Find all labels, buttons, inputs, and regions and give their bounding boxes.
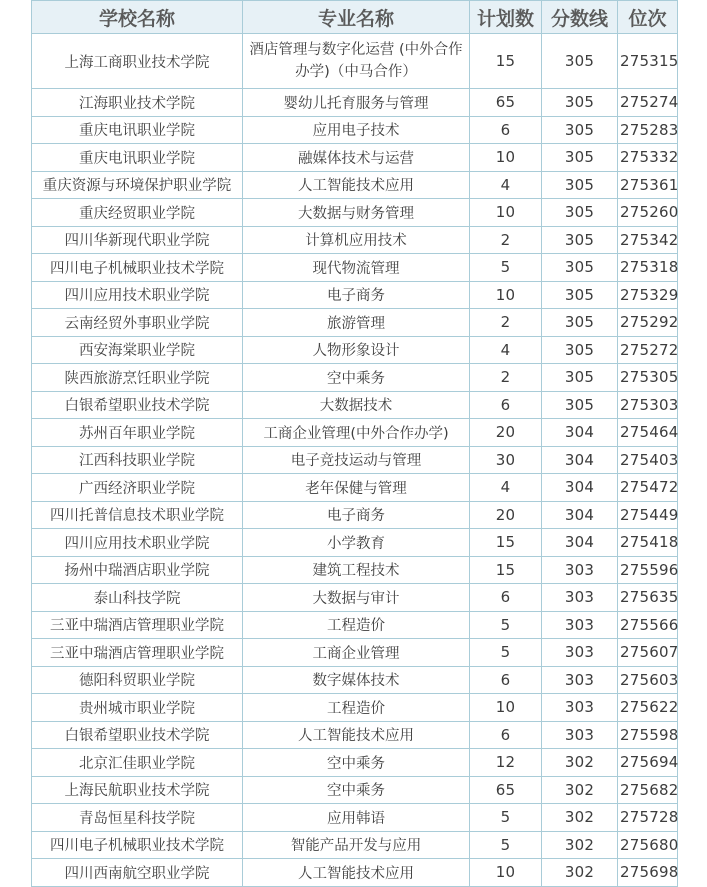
major-name-cell: 空中乘务 [243,749,470,777]
plan-count-cell: 5 [470,611,542,639]
header-rank: 位次 [618,1,678,34]
table-row [32,584,678,612]
plan-count-cell: 10 [470,281,542,309]
school-name-cell: 四川应用技术职业学院 [32,529,243,557]
plan-count-cell: 6 [470,721,542,749]
plan-count-cell: 65 [470,776,542,804]
rank-cell: 275682 [618,776,678,804]
rank-cell: 275635 [618,584,678,612]
school-name-cell: 扬州中瑞酒店职业学院 [32,556,243,584]
major-name-cell: 人工智能技术应用 [243,171,470,199]
rank-cell: 275361 [618,171,678,199]
rank-cell: 275332 [618,144,678,172]
rank-cell: 275694 [618,749,678,777]
score-line-cell: 302 [542,776,618,804]
plan-count-cell: 2 [470,226,542,254]
school-name-cell: 北京汇佳职业学院 [32,749,243,777]
table-header-row [32,1,678,34]
plan-count-cell: 15 [470,34,542,89]
score-line-cell: 305 [542,391,618,419]
table-row [32,336,678,364]
score-line-cell: 303 [542,611,618,639]
score-line-cell: 304 [542,474,618,502]
rank-cell: 275449 [618,501,678,529]
table-row [32,859,678,887]
school-name-cell: 江海职业技术学院 [32,89,243,117]
major-name-cell: 小学教育 [243,529,470,557]
rank-cell: 275272 [618,336,678,364]
rank-cell: 275403 [618,446,678,474]
rank-cell: 275680 [618,831,678,859]
school-name-cell: 三亚中瑞酒店管理职业学院 [32,611,243,639]
score-line-cell: 305 [542,116,618,144]
score-line-cell: 305 [542,144,618,172]
school-name-cell: 四川应用技术职业学院 [32,281,243,309]
plan-count-cell: 4 [470,474,542,502]
school-name-cell: 苏州百年职业学院 [32,419,243,447]
school-name-cell: 重庆电讯职业学院 [32,144,243,172]
table-row [32,831,678,859]
rank-cell: 275622 [618,694,678,722]
school-name-cell: 广西经济职业学院 [32,474,243,502]
major-name-cell: 电子商务 [243,501,470,529]
school-name-cell: 白银希望职业技术学院 [32,391,243,419]
score-line-cell: 302 [542,859,618,887]
major-name-cell: 婴幼儿托育服务与管理 [243,89,470,117]
table-row [32,34,678,89]
score-line-cell: 302 [542,804,618,832]
score-line-cell: 305 [542,309,618,337]
major-name-cell: 工商企业管理 [243,639,470,667]
table-row [32,611,678,639]
plan-count-cell: 30 [470,446,542,474]
rank-cell: 275728 [618,804,678,832]
plan-count-cell: 5 [470,254,542,282]
major-name-cell: 融媒体技术与运营 [243,144,470,172]
school-name-cell: 白银希望职业技术学院 [32,721,243,749]
rank-cell: 275283 [618,116,678,144]
rank-cell: 275598 [618,721,678,749]
rank-cell: 275566 [618,611,678,639]
school-name-cell: 四川托普信息技术职业学院 [32,501,243,529]
major-name-cell: 电子商务 [243,281,470,309]
table-row [32,529,678,557]
school-name-cell: 德阳科贸职业学院 [32,666,243,694]
plan-count-cell: 6 [470,584,542,612]
header-score-line: 分数线 [542,1,618,34]
table-row [32,199,678,227]
plan-count-cell: 20 [470,501,542,529]
plan-count-cell: 10 [470,144,542,172]
plan-count-cell: 6 [470,666,542,694]
major-name-cell: 空中乘务 [243,776,470,804]
score-line-cell: 305 [542,364,618,392]
school-name-cell: 青岛恒星科技学院 [32,804,243,832]
score-line-cell: 302 [542,749,618,777]
major-name-cell: 工商企业管理(中外合作办学) [243,419,470,447]
rank-cell: 275418 [618,529,678,557]
plan-count-cell: 6 [470,116,542,144]
table-row [32,419,678,447]
major-name-cell: 现代物流管理 [243,254,470,282]
plan-count-cell: 4 [470,336,542,364]
score-line-cell: 303 [542,694,618,722]
school-name-cell: 陕西旅游烹饪职业学院 [32,364,243,392]
rank-cell: 275315 [618,34,678,89]
major-name-cell: 智能产品开发与应用 [243,831,470,859]
major-name-cell: 建筑工程技术 [243,556,470,584]
table-row [32,281,678,309]
rank-cell: 275329 [618,281,678,309]
table-row [32,144,678,172]
school-name-cell: 江西科技职业学院 [32,446,243,474]
table-row [32,254,678,282]
plan-count-cell: 65 [470,89,542,117]
major-name-cell: 人工智能技术应用 [243,859,470,887]
school-name-cell: 四川电子机械职业技术学院 [32,254,243,282]
major-name-cell: 旅游管理 [243,309,470,337]
table-row [32,639,678,667]
table-container [31,0,707,882]
plan-count-cell: 10 [470,199,542,227]
plan-count-cell: 2 [470,309,542,337]
score-line-cell: 303 [542,666,618,694]
plan-count-cell: 2 [470,364,542,392]
score-line-cell: 304 [542,419,618,447]
table-row [32,474,678,502]
major-name-cell: 空中乘务 [243,364,470,392]
header-school-name: 学校名称 [32,1,243,34]
table-row [32,89,678,117]
table-row [32,116,678,144]
score-line-cell: 305 [542,226,618,254]
major-name-cell: 工程造价 [243,694,470,722]
table-row [32,501,678,529]
plan-count-cell: 6 [470,391,542,419]
table-row [32,694,678,722]
table-row [32,226,678,254]
major-name-cell: 计算机应用技术 [243,226,470,254]
table-row [32,804,678,832]
major-name-cell: 酒店管理与数字化运营 (中外合作办学)（中马合作） [243,34,470,89]
table-row [32,776,678,804]
score-line-cell: 304 [542,446,618,474]
rank-cell: 275472 [618,474,678,502]
major-name-cell: 工程造价 [243,611,470,639]
school-name-cell: 四川电子机械职业技术学院 [32,831,243,859]
rank-cell: 275318 [618,254,678,282]
header-plan-count: 计划数 [470,1,542,34]
score-line-cell: 305 [542,336,618,364]
school-name-cell: 泰山科技学院 [32,584,243,612]
score-line-cell: 303 [542,584,618,612]
rank-cell: 275342 [618,226,678,254]
rank-cell: 275305 [618,364,678,392]
score-line-cell: 303 [542,721,618,749]
score-line-cell: 305 [542,171,618,199]
plan-count-cell: 5 [470,804,542,832]
major-name-cell: 人工智能技术应用 [243,721,470,749]
table-row [32,171,678,199]
plan-count-cell: 5 [470,831,542,859]
school-name-cell: 三亚中瑞酒店管理职业学院 [32,639,243,667]
major-name-cell: 人物形象设计 [243,336,470,364]
score-line-cell: 304 [542,501,618,529]
major-name-cell: 大数据与财务管理 [243,199,470,227]
score-line-cell: 305 [542,254,618,282]
score-line-cell: 305 [542,89,618,117]
school-name-cell: 四川华新现代职业学院 [32,226,243,254]
school-name-cell: 贵州城市职业学院 [32,694,243,722]
table-row [32,556,678,584]
rank-cell: 275303 [618,391,678,419]
rank-cell: 275260 [618,199,678,227]
rank-cell: 275464 [618,419,678,447]
rank-cell: 275607 [618,639,678,667]
school-name-cell: 上海民航职业技术学院 [32,776,243,804]
major-name-cell: 电子竞技运动与管理 [243,446,470,474]
school-name-cell: 云南经贸外事职业学院 [32,309,243,337]
major-name-cell: 大数据技术 [243,391,470,419]
plan-count-cell: 10 [470,694,542,722]
school-name-cell: 重庆资源与环境保护职业学院 [32,171,243,199]
school-name-cell: 重庆经贸职业学院 [32,199,243,227]
major-name-cell: 应用韩语 [243,804,470,832]
score-line-cell: 305 [542,199,618,227]
table-row [32,749,678,777]
score-line-cell: 304 [542,529,618,557]
plan-count-cell: 15 [470,556,542,584]
major-name-cell: 老年保健与管理 [243,474,470,502]
table-body [32,34,678,887]
table-row [32,446,678,474]
plan-count-cell: 20 [470,419,542,447]
school-name-cell: 上海工商职业技术学院 [32,34,243,89]
rank-cell: 275274 [618,89,678,117]
score-line-cell: 303 [542,639,618,667]
school-name-cell: 西安海棠职业学院 [32,336,243,364]
plan-count-cell: 5 [470,639,542,667]
rank-cell: 275292 [618,309,678,337]
score-line-cell: 303 [542,556,618,584]
table-row [32,309,678,337]
major-name-cell: 数字媒体技术 [243,666,470,694]
rank-cell: 275698 [618,859,678,887]
rank-cell: 275603 [618,666,678,694]
rank-cell: 275596 [618,556,678,584]
school-name-cell: 重庆电讯职业学院 [32,116,243,144]
major-name-cell: 应用电子技术 [243,116,470,144]
table-row [32,666,678,694]
plan-count-cell: 10 [470,859,542,887]
score-line-cell: 305 [542,34,618,89]
plan-count-cell: 12 [470,749,542,777]
score-line-cell: 302 [542,831,618,859]
table-row [32,364,678,392]
school-name-cell: 四川西南航空职业学院 [32,859,243,887]
plan-count-cell: 15 [470,529,542,557]
table-row [32,391,678,419]
major-name-cell: 大数据与审计 [243,584,470,612]
header-major-name: 专业名称 [243,1,470,34]
table-row [32,721,678,749]
score-line-cell: 305 [542,281,618,309]
admission-score-table [31,0,678,887]
plan-count-cell: 4 [470,171,542,199]
